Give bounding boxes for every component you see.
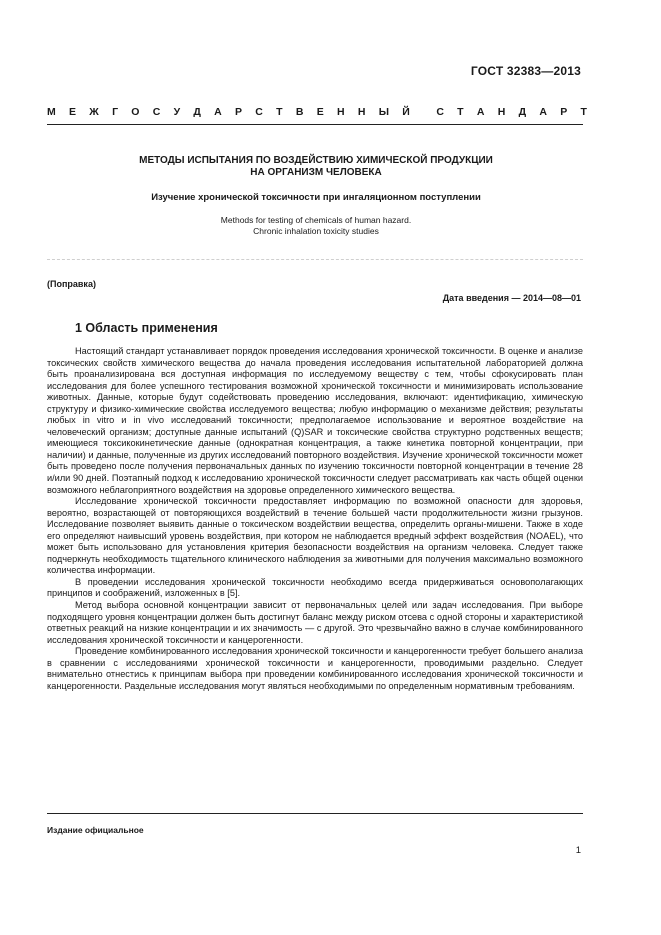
header-divider (47, 124, 583, 125)
interstate-standard-banner (47, 106, 587, 118)
banner-letter: С (255, 106, 263, 118)
banner-letter: Р (560, 106, 568, 118)
banner-letter: А (214, 106, 222, 118)
banner-letter: Й (402, 106, 410, 118)
banner-letter: Д (518, 106, 527, 118)
banner-letter: О (131, 106, 140, 118)
banner-letter: Ж (89, 106, 99, 118)
banner-letter: Ы (378, 106, 389, 118)
paragraph: Исследование хронической токсичности предоставляет информацию по возможной опасности для здоровья, вероятно, возрастающей от повторяющихся воздействий в течение большей части продолжительности жизни грызунов. Исследование позволяет выявить данные о токсическом воздействии вещества, определить органы-мишени. Также в ходе его определяют наивысший уровень воздействия, при котором не наблюдается вредный эффект воздействия (NOAEL), что может быть использовано для установления критерия безопасности воздействия на организм человека. Следует также подчеркнуть необходимость тщательного клинического наблюдения за животными для получения максимально возможного количества информации. (47, 496, 583, 576)
document-number: ГОСТ 32383—2013 (470, 64, 581, 78)
banner-letter: С (436, 106, 444, 118)
english-title (60, 215, 572, 237)
section-heading: 1 Область применения (75, 321, 218, 335)
document-subtitle: Изучение хронической токсичности при ингаляционном поступлении (151, 192, 481, 203)
introduction-date: Дата введения — 2014—08—01 (442, 293, 581, 303)
banner-letter: Н (497, 106, 506, 118)
banner-letter: Н (336, 106, 345, 118)
banner-letter: Е (69, 106, 77, 118)
page-number: 1 (575, 845, 581, 856)
correction-note: (Поправка) (47, 279, 96, 289)
title-line-1: МЕТОДЫ ИСПЫТАНИЯ ПО ВОЗДЕЙСТВИЮ ХИМИЧЕСКОЙ ПРОДУКЦИИ (139, 155, 493, 166)
banner-letter: Н (357, 106, 366, 118)
section-body (47, 346, 583, 692)
banner-letter: У (173, 106, 181, 118)
banner-letter: Е (316, 106, 324, 118)
banner-letter: А (539, 106, 547, 118)
paragraph: В проведении исследования хронической токсичности необходимо всегда придерживаться основополагающих принципов и соображений, изложенных в [5]. (47, 576, 583, 599)
banner-letter: М (47, 106, 56, 118)
title-divider (47, 259, 583, 260)
banner-letter: Т (457, 106, 464, 118)
title-line-2: НА ОРГАНИЗМ ЧЕЛОВЕКА (250, 167, 382, 178)
paragraph: Проведение комбинированного исследования хронической токсичности и канцерогенности требует большего анализа в сравнении с исследованиями хронической токсичности и канцерогенности, проводимыми раздельно. Следует внимательно отнестись к принципам выбора при проведении комбинированного исследования хронической токсичности и канцерогенности. Раздельные исследования могут являться необходимыми по определенным нормативным требованиям. (47, 646, 583, 691)
paragraph: Метод выбора основной концентрации зависит от первоначальных целей или задач исследования. При выборе подходящего уровня концентрации должен быть достигнут баланс между риском отсева с одной стороны и характеристикой ответных реакций на низкие концентрации и их значимость — с другой. Это чрезвычайно важно в случае комбинированного исследования хронической токсичности и канцерогенности. (47, 600, 583, 645)
banner-letter: А (476, 106, 485, 118)
banner-letter: Д (193, 106, 201, 118)
banner-letter: С (152, 106, 161, 118)
official-edition-label: Издание официальное (47, 825, 144, 835)
banner-letter: Г (112, 106, 119, 118)
footer-divider (47, 813, 583, 814)
banner-letter: В (295, 106, 304, 118)
english-title-line-2: Chronic inhalation toxicity studies (253, 226, 379, 236)
paragraph: Настоящий стандарт устанавливает порядок проведения исследования хронической токсичности. В оценке и анализе токсических свойств химического вещества до начала проведения исследования испытательной лабораторией должна быть проанализирована вся доступная информация по исследуемому веществу с тем, чтобы сфокусировать план исследования для более успешного тестирования возможной хронической токсичности и минимизировать использование животных. Данные, которые будут содействовать проведению исследования, включают: идентификацию, химическую структуру и физико-химические свойства исследуемого вещества; любую информацию о механизме действия; результаты любых in vitro и in vivo исследований токсичности; предполагаемое использование и вероятное воздействие на человеческий организм; доступные данные испытаний (Q)SAR и токсические свойства структурно родственных веществ; имеющиеся токсикокинетические данные (однократная концентрация, а также кинетика повторной концентрации, при наличии) и данные, полученные из других исследований повторного воздействия. Изучение хронической токсичности может быть проведено после получения первоначальных данных по изучению токсичности повторной концентрации в течение 28 и/или 90 дней. Поэтапный подход к исследованию хронической токсичности следует рассматривать как часть общей оценки возможного неблагоприятного воздействия на здоровье определенного химического вещества. (47, 346, 583, 495)
banner-letter: Т (276, 106, 283, 118)
english-title-line-1: Methods for testing of chemicals of human hazard. (220, 215, 412, 225)
banner-letter: Т (580, 106, 587, 118)
document-title (60, 155, 572, 179)
banner-letter: Р (235, 106, 243, 118)
